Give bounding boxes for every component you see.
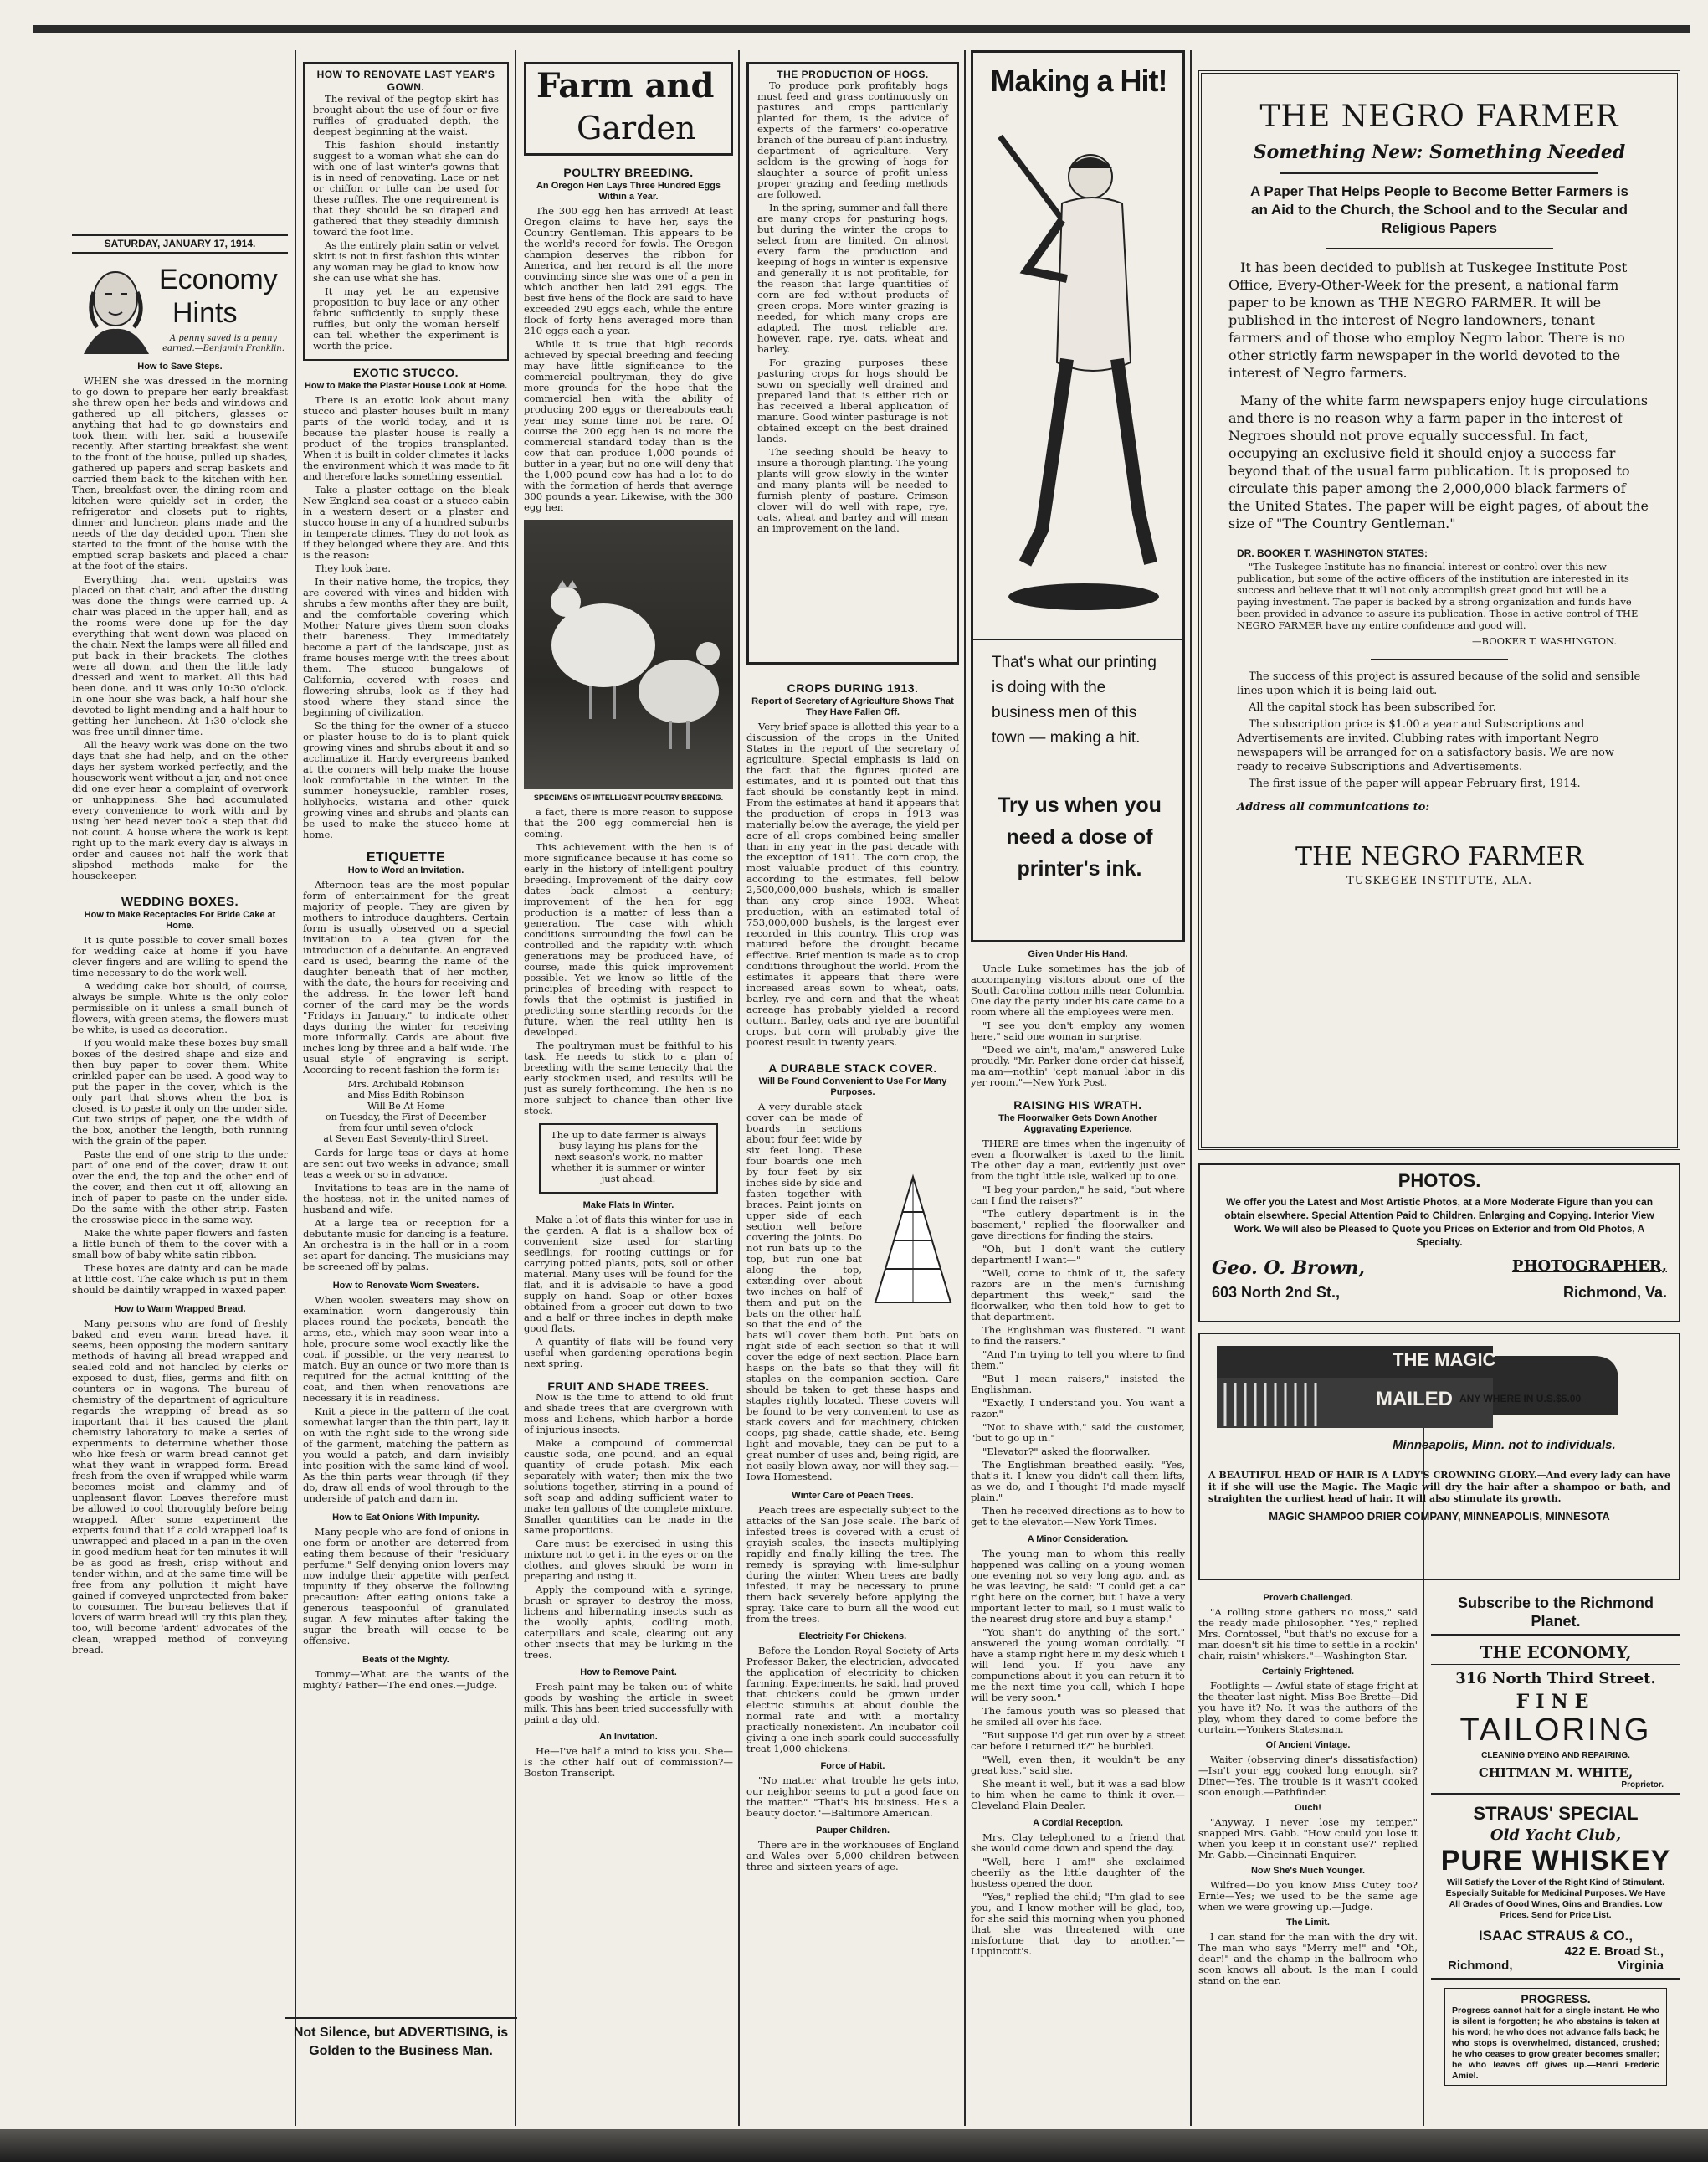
save-steps-para: Everything that went upstairs was placed on that chair, and after the dusting was done the things were carried up. A chair was placed in the upper hall, and as the rooms were done up for the day everything that went down was placed on the chair. Next the lamps were all filled and put back in their brackets. The clothes were all down, and then the little lady dressed and went to market. All this had been done, and it was only 10:30 o'clock. In one hour she was back, a half hour she devoted to light mending and a half hour to getting her luncheon. At 1:30 o'clock she was free until dinner time.: [72, 573, 288, 737]
straus-city: Richmond,: [1448, 1959, 1513, 1973]
column-rule: [738, 50, 740, 2126]
hogs-para: In the spring, summer and fall there are many crops for pasturing hogs, but during the winter the crops to select from are limited. On almost every farm the production and keeping of hogs in winter is expensive and generally it is not profitable, for the reason that large quantities of corn are fed without products of green crops. More winter grazing is needed, for which many crops are adapted. The most reliable are, however, rape, rye, oats, wheat and barley.: [757, 202, 948, 355]
column-2: [303, 62, 509, 2126]
sweaters-para: Knit a piece in the pattern of the coat somewhat larger than the thin part, lay it on with the right side to the wrong side of the garment, matching the pattern as you would a patch, and darn invisibly into position with the same kind of wool. As the thin parts wear through (if they do, draw all ends of wool through to the underside of patch and darn in.: [303, 1405, 509, 1504]
wrath-para: The Englishman breathed easily. "Yes, that's it. I knew you didn't call them lifts, as we do, and I thought I'd made myself plain.": [971, 1459, 1185, 1503]
stucco-para: There is an exotic look about many stucco and plaster houses built in many parts of the world today, and it is because the plaster house is really a product of the tropics transplanted. When it is built in colder climates it lacks the environment which it was made to fit and therefore lacks something essential.: [303, 394, 509, 482]
wrath-para: "And I'm trying to tell you where to find them.": [971, 1348, 1185, 1371]
straus-description: Will Satisfy the Lover of the Right Kind of Stimulant. Especially Suitable for Medicinal Purposes. We Have All Grades of Good Wines, Gins and Brandies. Low Prices. Send for Price List.: [1445, 1877, 1666, 1920]
stucco-para: In their native home, the tropics, they are covered with vines and hidden with shrubs a few months after they are built, and the comfortable covering which Mother Nature gives them soon cloaks their bareness. They immediately become a part of the landscape, just as frame houses merge with the trees about them. The stucco bungalows of California, covered with roses and flowering shrubs, look as if they had stood where they stand since the beginning of civilization.: [303, 576, 509, 718]
flats-para: Make a lot of flats this winter for use in the garden. A flat is a shallow box of convenient size used for starting seedlings, for rooting cuttings or for carrying potted plants, pots, soil or other material. Many uses will be found for the flat, and it is advisable to have a good supply on hand. Soap or other boxes obtained from a grocer cut down to two and a half or three inches in depth make good flats.: [524, 1214, 733, 1334]
wedding-para: Make the white paper flowers and fasten a little bunch of them to the cover with a small bow of baby white satin ribbon.: [72, 1227, 288, 1261]
etiquette-sub: How to Word an Invitation.: [347, 865, 464, 876]
baseball-player-icon: [975, 111, 1184, 630]
stack-title: A DURABLE STACK COVER.: [768, 1061, 937, 1075]
negro-farmer-lead: A Paper That Helps People to Become Better Farmers is an Aid to the Church, the School and to the Secular and Religious Papers: [1250, 183, 1628, 236]
cordial-para: "Well, here I am!" she exclaimed cheerily as the little daughter of the hostess opened the door.: [971, 1856, 1185, 1889]
column-3: [524, 62, 733, 2126]
save-steps-para: WHEN she was dressed in the morning to go down to prepare her early breakfast she threw open her beds and windows and gathered up all pitchers, glasses or anything that had to go downstairs and took them with her, said a housewife recently. After starting breakfast she went to the front of the house, pulled up shades, gathered up papers and scrap baskets and carried them back to the kitchen with her. Then, breakfast over, the dining room and kitchen were quickly set in order, the refrigerator and closets put to rights, dinner and luncheon plans made and the needs of the day decided upon. Then she started to the front of the house with the emptied scrap baskets and placed a chair at the foot of the stairs.: [72, 375, 288, 572]
hit-headline: Making a Hit!: [990, 64, 1167, 98]
economy-ad-tailoring: TAILORING: [1459, 1713, 1652, 1748]
economy-ad-address: 316 North Third Street.: [1455, 1670, 1656, 1687]
straus-whiskey: PURE WHISKEY: [1440, 1845, 1671, 1877]
straus-address: 422 E. Broad St.,: [1564, 1944, 1664, 1959]
column-rule: [1190, 50, 1192, 2126]
etiquette-para: Invitations to teas are in the name of the hostess, not in the united names of husband and wife.: [303, 1182, 509, 1215]
wedding-para: It is quite possible to cover small boxes for wedding cake at home if you have clever fingers and are willing to spend the time necessary to do the work well.: [72, 934, 288, 978]
given-title: Given Under His Hand.: [1028, 949, 1128, 959]
wrath-para: "But I mean raisers," insisted the Englishman.: [971, 1373, 1185, 1395]
economy-title: Economy: [159, 264, 278, 295]
gown-box: [303, 62, 509, 361]
booker-signature: —BOOKER T. WASHINGTON.: [1472, 635, 1617, 647]
issue-date: SATURDAY, JANUARY 17, 1914.: [72, 234, 288, 254]
frightened-text: Footlights — Awful state of stage fright at the theater last night. Miss Boe Brette—Did you have it? No. It was the authors of the play, whom they dared to come before the curtain.—Yonkers Statesman.: [1198, 1680, 1418, 1735]
straus-yacht: Old Yacht Club,: [1490, 1826, 1622, 1844]
wedding-para: These boxes are dainty and can be made at little cost. The cake which is put in them should be daintily wrapped in waxed paper.: [72, 1262, 288, 1296]
economy-ad-prop: Proprietor.: [1431, 1780, 1680, 1795]
economy-ad-cleaning: CLEANING DYEING AND REPAIRING.: [1481, 1751, 1630, 1760]
stucco-title: EXOTIC STUCCO.: [352, 366, 459, 379]
negro-farmer-p6: The first issue of the paper will appear February first, 1914.: [1249, 778, 1581, 790]
stack-cover-diagram: [867, 1160, 959, 1319]
negro-farmer-rule: [1280, 172, 1599, 174]
etiquette-para: Afternoon teas are the most popular form of entertainment for the great majority of people. They are given by mothers to introduce daughters. Certain form is usually observed on a special invitation to a tea given for the introduction of a debutante. An engraved card is used, bearing the name of the daughter beneath that of her mother, with the date, the hours for receiving and the address. In the lower left hand corner of the card may be the words "Fridays in January," to indicate other days during the winter for receiving more informally. Cards are about five inches long by three and a half wide. The usual style of engraving is script. According to recent fashion the form is:: [303, 879, 509, 1076]
crops-title: CROPS DURING 1913.: [787, 681, 919, 695]
mailed-text: ANY WHERE IN U.S.$5.00: [1459, 1393, 1582, 1405]
column-rule: [515, 50, 516, 2126]
card-line: Will Be At Home: [367, 1101, 445, 1112]
poultry-caption: SPECIMENS OF INTELLIGENT POULTRY BREEDING.: [533, 793, 724, 802]
stucco-para: So the thing for the owner of a stucco or plaster house to do is to plant quick growing vines and shrubs about it and so acclimatize it. Hardy evergreens banked at the corners will help make the house look comfortable in the winter. In the summer honeysuckle, rambler roses, hollyhocks, wistaria and other quick growing vines and shrubs and plants can be used to make the stucco home at home.: [303, 720, 509, 840]
poultry-para: The 300 egg hen has arrived! At least Oregon claims to have her, says the Country Gentleman. This appears to be the world's record for fowls. The Oregon champion deserves the ribbon for America, and her record is all the more convincing since she was one of a pen in which another hen laid 291 eggs. The best five hens of the flock are said to have exceeded 290 eggs each, while the entire flock of forty hens averaged more than 210 eggs each a year.: [524, 205, 733, 336]
card-line: and Miss Edith Robinson: [347, 1090, 464, 1101]
save-steps-title: How to Save Steps.: [137, 362, 223, 372]
minor-para: "But suppose I'd get run over by a street car before I returned it?" he burbled.: [971, 1729, 1185, 1752]
photos-ad: [1198, 1163, 1680, 1322]
progress-title: PROGRESS.: [1521, 1992, 1591, 2005]
wedding-para: A wedding cake box should, of course, always be simple. White is the only color permissible on it unless a small bunch of flowers, with green stems, the flowers must be white, is used as decoration.: [72, 980, 288, 1035]
farm-garden-header: [524, 62, 733, 156]
magic-company: MAGIC SHAMPOO DRIER COMPANY, MINNEAPOLIS, MINNESOTA: [1269, 1510, 1610, 1523]
economy-hints-header: [72, 260, 288, 359]
progress-box: [1444, 1988, 1667, 2086]
mailed-label: MAILED: [1376, 1388, 1453, 1410]
electricity-text: Before the London Royal Society of Arts Professor Baker, the electrician, advocated the application of electricity to chicken farming. Experiments, he said, had proved that chickens could be grown under electric stimulus at about double the normal rate and with a mortality practically nonexistent. An incubator coil giving a one inch spark could successfully treat 1,000 chickens.: [746, 1645, 959, 1754]
updated-text: The up to date farmer is always busy laying his plans for the next season's work, no matter whether it is summer or winter just ahead.: [550, 1129, 707, 1184]
save-steps-para: All the heavy work was done on the two days that she had help, and on the other days her system worked perfectly, and the housework went without a jar, and not once did one ever hear a complaint of overwork or unhappiness. She had accumulated every convenience to work with and by using her head never took a step that did not count. A house where the work is kept right up to the mark every day is always in order and causes not half the work that slipshod methods make for the housekeeper.: [72, 739, 288, 881]
beats-title: Beats of the Mighty.: [362, 1655, 449, 1665]
given-para: "I see you don't employ any women here," said one woman in surprise.: [971, 1019, 1185, 1042]
vintage-title: Of Ancient Vintage.: [1265, 1740, 1351, 1750]
fruit-para: Care must be exercised in using this mixture not to get it in the eyes or on the clothes, and gloves should be worn in preparing and using it.: [524, 1538, 733, 1582]
stucco-para: Take a plaster cottage on the bleak New England sea coast or a stucco cabin in a western desert or a plaster and stucco house in any of a hundred suburbs in temperate climes. They do not look as if they belonged where they are. And this is the reason:: [303, 484, 509, 561]
given-para: "Deed we ain't, ma'am," answered Luke proudly. "Mr. Parker done order dat hisself, ma'am—nothin' 'cept manual labor in dis yer room."—New York Post.: [971, 1044, 1185, 1088]
crops-para: Very brief space is allotted this year to a discussion of the crops in the United States in the report of the secretary of agriculture. Special emphasis is laid on the fact that the figures quoted are estimates, and it is pointed out that this fact should be constantly kept in mind. From the estimates at hand it appears that the production of crops in 1913 was materially below the average, the yield per acre of all crops combined being smaller than in any year in the past decade with the exception of 1911. The corn crop, the most valuable product of this country, according to the estimates, fell below 2,500,000,000 bushels, which is smaller than any crop since 1903. Wheat production, with an estimated total of 753,000,000 bushels, is the largest ever recorded in this country. This crop was matured before the drought became effective. Brief mention is made as to crop conditions throughout the world. From the estimates it appears that there were increased areas sown to wheat, oats, barley, rye and corn and that the wheat acreage has probably yielded a record outturn. Barley, oats and rye are bountiful crops, but corn will probably give the poorest result in twenty years.: [746, 721, 959, 1048]
hunger-text: Wilfred—Do you know Miss Cutey too? Ernie—Yes; we used to be the same age when we were growing up.—Judge.: [1198, 1879, 1418, 1913]
flats-para: A quantity of flats will be found very useful when gardening operations begin next spring.: [524, 1336, 733, 1369]
etiquette-para: Cards for large teas or days at home are sent out two weeks in advance; small teas a week or so in advance.: [303, 1147, 509, 1180]
minor-para: "You shan't do anything of the sort," answered the young woman cordially. "I have a stamp right here in my desk which I will lend you. If you have any compunctions about it you can return it to me the next time you call, which I hope will be very soon.": [971, 1626, 1185, 1703]
column-rule: [295, 50, 296, 2126]
etiquette-para: At a large tea or reception for a debutante music for dancing is a feature. An orchestra is in the hall or in a room set apart for dancing. The musicians may be screened off by palms.: [303, 1217, 509, 1272]
paint-text: Fresh paint may be taken out of white goods by washing the article in sweet milk. This has been tried successfully with paint a day old.: [524, 1681, 733, 1725]
habit-title: Force of Habit.: [820, 1761, 885, 1771]
poultry-para: a fact, there is more reason to suppose that the 200 egg commercial hen is coming.: [524, 806, 733, 840]
wedding-para: Paste the end of one strip to the under part of one end of the cover; draw it out over the end, the top and the other end of the cover, and then cut it off, allowing an inch of paper to paste on the under side. Do the same with the other strip. Fasten the crosswise piece in the same way.: [72, 1148, 288, 1225]
magic-comb-image: [1208, 1339, 1670, 1465]
stack-para: A very durable stack cover can be made of boards in sections about four feet wide by six feet long. These four boards one inch by four feet by six inches side by side and fasten together with braces. Paint joints on upper side of each section well before covering the joints. Do not run bats up to the top, but run one bat along the top, extending over about two inches on half of them and put on the bats on the other half, so that the end of the bats will cover them both. Put bats on right side of each section so that it will cover the edge of next section. Place barn hasps on the bats so that they will fit staples on the companion section. Care should be taken to get these hasps and staples rightly located. These covers will be found to be very convenient to use as stack covers and for machinery, chicken coops, pig shade, cattle shade, etc. Being light and movable, they can be put to a great number of uses and, being rigid, are not easily blown away, nor will they sag.—Iowa Homestead.: [746, 1101, 959, 1482]
sweaters-para: When woolen sweaters may show on examination worn dangerously thin places round the pockets, beneath the arms, etc., which may soon wear into a hole, procure some wool exactly like the coat, if possible, or the very nearest to match. Buy an ounce or two more than is required for the actual knitting of the coat, and then when renovations are necessary it is in readiness.: [303, 1294, 509, 1404]
fruit-para: Now is the time to attend to old fruit and shade trees that are overgrown with moss and lichens, which harbor a horde of injurious insects.: [524, 1391, 733, 1435]
habit-text: "No matter what trouble he gets into, our neighbor seems to put a good face on the matter." "That's his business. He's a beauty doctor."—Baltimore American.: [746, 1774, 959, 1819]
crops-sub: Report of Secretary of Agriculture Shows That They Have Fallen Off.: [751, 696, 954, 717]
hit-text-1: That's what our printing is doing with the business men of this town — making a hit.: [992, 654, 1157, 747]
wedding-sub: How to Make Receptacles For Bride Cake at Home.: [84, 910, 276, 931]
gown-para: The revival of the pegtop skirt has brought about the use of four or five ruffles of graduated depth, the deepest beginning at the waist.: [313, 93, 499, 137]
negro-farmer-ad: [1198, 70, 1680, 1150]
peach-text: Peach trees are especially subject to the attacks of the San Jose scale. The bark of infested trees is covered with a crust of grayish scales, the insects multiplying rapidly and finally killing the tree. The remedy is spraying with lime-sulphur during the winter. When trees are badly infested, it may be necessary to prune them back severely before applying the spray. Take care to burn all the wood cut from the trees.: [746, 1504, 959, 1625]
straus-state: Virginia: [1618, 1959, 1664, 1973]
minor-para: The young man to whom this really happened was calling on a young woman one evening not so very long ago, and, as he was leaving, he said: "I could get a car right here on the corner, but I have a very important letter to mail, so I must walk to the nearest drug store and buy a stamp.": [971, 1548, 1185, 1625]
card-line: Mrs. Archibald Robinson: [347, 1079, 464, 1090]
paint-title: How to Remove Paint.: [580, 1667, 677, 1677]
progress-text: Progress cannot halt for a single instant. He who is silent is forgotten; he who abstains is taken at his word; he who does not advance falls back; he who stops is overwhelmed, distanced, crushed; he who ceases to grow greater becomes smaller; he who leaves off gives up.—Henri Frederic Amiel.: [1452, 2005, 1659, 2081]
frightened-title: Certainly Frightened.: [1261, 1666, 1355, 1677]
wrath-para: "Elevator?" asked the floorwalker.: [982, 1446, 1151, 1457]
cordial-para: Mrs. Clay telephoned to a friend that she would come down and spend the day.: [971, 1831, 1185, 1854]
ouch-text: "Anyway, I never lose my temper," snapped Mrs. Gabb. "How could you lose it when you keep it in constant use?" replied Mr. Gabb.—Cincinnati Enquirer.: [1198, 1816, 1418, 1861]
economy-ad-owner: CHITMAN M. WHITE,: [1478, 1765, 1634, 1780]
franklin-motto: A penny saved is a penny earned.—Benjamin Franklin.: [162, 334, 285, 353]
wrath-para: "Well, come to think of it, the safety razors are in the men's furnishing department this week," said the floorwalker, who then told how to get to that department.: [971, 1267, 1185, 1322]
proverb-title: Proverb Challenged.: [1263, 1593, 1353, 1603]
top-rule: [33, 25, 1690, 33]
sweaters-title: How to Renovate Worn Sweaters.: [332, 1281, 480, 1291]
hogs-para: To produce pork profitably hogs must feed and grass continuously on pastures and crops particularly planted for them, is the advice of experts of the farmers' co-operative branch of the bureau of plant industry, department of agriculture. Very seldom is the growing of hogs for slaughter a source of profit unless proper grazing and feeding methods are followed.: [757, 80, 948, 200]
minor-para: The famous youth was so pleased that he smiled all over his face.: [971, 1705, 1185, 1728]
wrath-para: "I beg your pardon," he said, "but where can I find the raisers?": [971, 1184, 1185, 1206]
negro-farmer-p3: The success of this project is assured because of the solid and sensible lines upon which it is being laid out.: [1237, 670, 1641, 697]
onions-para: Many people who are fond of onions in one form or another are deterred from eating them because of their "residuary perfume." Self denying onion lovers may now indulge their appetite with perfect impunity if they observe the following precaution: After eating onions take a generous teaspoonful of granulated sugar. A few minutes after taking the sugar the breath will cease to be offensive.: [303, 1526, 509, 1646]
wedding-para: If you would make these boxes buy small boxes of the desired shape and size and then buy paper to cover them. White crinkled paper can be used. A good way to put the paper in the cover, which is the only part that shows when the box is closed, is to paste it only on the under side. Cut two strips of paper, one the width of the box, another the length, both running with the grain of the paper.: [72, 1037, 288, 1147]
negro-farmer-p4: All the capital stock has been subscribed for.: [1249, 701, 1496, 714]
stack-cover-icon: [867, 1160, 959, 1319]
hens-photo-icon: [524, 520, 733, 789]
stack-sub: Will Be Found Convenient to Use For Many Purposes.: [758, 1076, 947, 1097]
photographer-name: Geo. O. Brown,: [1212, 1257, 1366, 1279]
wrath-para: "The cutlery department is in the basement," replied the floorwalker and gave directions for finding the stairs.: [971, 1208, 1185, 1241]
negro-farmer-tagline: Something New: Something Needed: [1253, 141, 1626, 163]
wrapped-title: How to Warm Wrapped Bread.: [114, 1304, 246, 1314]
gown-title: HOW TO RENOVATE LAST YEAR'S GOWN.: [316, 69, 495, 93]
minor-para: "Well, even then, it wouldn't be any great loss," said she.: [971, 1754, 1185, 1776]
wrath-para: "Oh, but I don't want the cutlery department! I want—": [971, 1243, 1185, 1266]
garden-title: Garden: [577, 110, 696, 146]
cordial-para: "Yes," replied the child; "I'm glad to see you, and I know mother will be glad, too, for she said this morning when you phoned that she was threatened with one misfortune that day to another."—Lippincott's.: [971, 1891, 1185, 1957]
wrath-sub: The Floorwalker Gets Down Another Aggravating Experience.: [998, 1113, 1157, 1134]
magic-agents: Minneapolis, Minn. not to individuals.: [1393, 1438, 1616, 1452]
negro-farmer-footer-name: THE NEGRO FARMER: [1295, 842, 1584, 871]
negro-farmer-address-label: Address all communications to:: [1237, 801, 1430, 814]
farm-title: Farm and: [536, 66, 715, 105]
hunger-title: Now She's Much Younger.: [1250, 1866, 1366, 1876]
stucco-para: They look bare.: [315, 562, 392, 574]
proverb-text: "A rolling stone gathers no moss," said the ready made philosopher. "Yes," replied Mrs. Corntossel, "but that's no excuse for a man doesn't sit his time to settle in a rockin' chair, raisin' whiskers."—Washington Star.: [1198, 1606, 1418, 1661]
poultry-para: This achievement with the hen is of more significance because it has come so early in the history of intelligent poultry breeding. Improvement of the dairy cow dates back almost a century; improvement of the hen for egg production is a matter of less than a generation. The case with which conditions surrounding the fowl can be controlled and the rapidity with which generations may be produced have, of course, made this quick improvement possible. Yet we know so little of the principles of breeding with respect to fowls that the optimist is justified in predicting some startling records for the future, when the real utility hen is developed.: [524, 841, 733, 1038]
hit-text-2: Try us when you need a dose of printer's ink.: [998, 793, 1162, 881]
straus-firm: ISAAC STRAUS & CO.,: [1478, 1928, 1634, 1944]
economy-ad-name: THE ECONOMY,: [1431, 1642, 1680, 1666]
hit-divider: [973, 639, 1182, 640]
invitation-card: [303, 1079, 509, 1144]
card-line: from four until seven o'clock: [339, 1122, 473, 1133]
column-6-lower: [1198, 1590, 1418, 2126]
negro-farmer-p5: The subscription price is $1.00 a year and Subscriptions and Advertisements are invited. Clubbing rates with important Negro newspapers will be arranged for on a satisfactory basis. We are now ready to receive Subscriptions and Advertisements.: [1237, 718, 1614, 773]
magic-comb-ad: [1198, 1333, 1680, 1580]
photos-text: We offer you the Latest and Most Artistic Photos, at a More Moderate Figure than you can obtain elsewhere. Special Attention Paid to Children. Enlarging and Copying. Interior View Work. We will also be Pleased to Quote you Prices on Exterior and from Old Photos, A Specialty.: [1224, 1196, 1654, 1248]
minor-para: She meant it well, but it was a sad blow to him when he came to think it over.—Cleveland Plain Dealer.: [971, 1778, 1185, 1811]
not-silence-line: Golden to the Business Man.: [309, 2044, 493, 2058]
limit-title: The Limit.: [1286, 1918, 1330, 1928]
wrath-para: The Englishman was flustered. "I want to find the raisers.": [971, 1324, 1185, 1347]
hogs-title: THE PRODUCTION OF HOGS.: [777, 69, 929, 80]
franklin-portrait-icon: [72, 262, 156, 354]
column-1: [72, 50, 288, 2126]
photographer-city: Richmond, Va.: [1562, 1284, 1667, 1301]
hogs-para: The seeding should be heavy to insure a thorough planting. The young plants will grow slowly in the winter and many plants will be needed to furnish plenty of pasture. Crimson clover will do well with rape, rye, oats, wheat and barley and will mean an improvement on the land.: [757, 446, 948, 534]
stucco-sub: How to Make the Plaster House Look at Home.: [304, 381, 508, 391]
electricity-title: Electricity For Chickens.: [798, 1631, 907, 1641]
beats-text: Tommy—What are the wants of the mighty? Father—The end ones.—Judge.: [303, 1668, 509, 1691]
straus-city-row: [1431, 1959, 1680, 1980]
hogs-box: [746, 62, 959, 665]
straus-special: STRAUS' SPECIAL: [1473, 1803, 1639, 1824]
peach-title: Winter Care of Peach Trees.: [792, 1491, 914, 1501]
minor-title: A Minor Consideration.: [1027, 1534, 1129, 1544]
poultry-para: While it is true that high records achieved by special breeding and feeding may have little significance to the commercial poultryman, they do give more grounds for the hope that the commercial hen with the ability of producing 200 eggs or thereabouts each year may some time not be rare. Of course the 200 egg hen is no more the commercial standard today than is the cow that can produce 1,000 pounds of butter in a year, but no one will deny that the 1,000 pound cow has had a lot to do with the formation of herds that average 300 pounds a year. Likewise, with the 300 egg hen: [524, 338, 733, 513]
onions-title: How to Eat Onions With Impunity.: [332, 1512, 480, 1523]
fruit-title: FRUIT AND SHADE TREES.: [547, 1379, 710, 1393]
card-line: on Tuesday, the First of December: [325, 1112, 487, 1122]
photos-signature: [1212, 1257, 1667, 1279]
wrath-para: "Not to shave with," said the customer, "but to go up in.": [971, 1421, 1185, 1444]
photos-address-row: [1212, 1284, 1667, 1302]
photographer-role: PHOTOGRAPHER,: [1511, 1257, 1667, 1275]
gown-para: It may yet be an expensive proposition to buy lace or any other fabric sufficiently to supply these ruffles, but only the woman herself can tell whether the experiment is worth the price.: [313, 285, 499, 352]
magic-body: A BEAUTIFUL HEAD OF HAIR IS A LADY'S CROWNING GLORY.—And every lady can have it if she will use the Magic. The Magic will dry the hair after a shampoo or bath, and straighten the curliest head of hair. It will also stimulate its growth.: [1208, 1470, 1670, 1504]
booker-heading: DR. BOOKER T. WASHINGTON STATES:: [1237, 547, 1428, 559]
wrath-para: "Exactly, I understand you. You want a razor.": [971, 1397, 1185, 1420]
negro-farmer-p1: It has been decided to publish at Tuskegee Institute Post Office, Every-Other-Week for the present, a national farm paper to be known as THE NEGRO FARMER. It will be published in the interest of Negro landowners, tenant farmers and of those who employ Negro labor. There is no other strictly farm newspaper in the world devoted to the interest of Negro farmers.: [1228, 259, 1628, 381]
ouch-title: Ouch!: [1295, 1803, 1321, 1813]
pauper-title: Pauper Children.: [815, 1826, 890, 1836]
not-silence-line: Not Silence, but ADVERTISING, is: [293, 2026, 509, 2040]
magic-comb-label: THE MAGIC: [1393, 1349, 1496, 1370]
column-7-lower: [1431, 1590, 1680, 2126]
bottom-edge: [0, 2129, 1708, 2162]
photos-title: PHOTOS.: [1398, 1170, 1481, 1191]
wedding-title: WEDDING BOXES.: [121, 895, 239, 909]
poultry-sub: An Oregon Hen Lays Three Hundred Eggs Within a Year.: [536, 181, 721, 202]
hogs-para: For grazing purposes these pasturing crops for hogs should be sown on specially well drained and prepared land that is either rich or has received a liberal application of manure. Good winter pasturage is not obtained except on the best drained lands.: [757, 357, 948, 444]
pauper-text: There are in the workhouses of England and Wales over 5,000 children between three and sixteen years of age.: [746, 1839, 959, 1872]
etiquette-title: ETIQUETTE: [366, 850, 446, 865]
invitation-title: An Invitation.: [599, 1732, 658, 1742]
negro-farmer-title: THE NEGRO FARMER: [1259, 100, 1619, 134]
negro-farmer-p2: Many of the white farm newspapers enjoy huge circulations and there is no reason why a farm paper in the interest of Negroes should not prove equally successful. In fact, occupying an exclusive field it should enjoy a success far beyond that of the usual farm publication. It is proposed to circulate this paper among the 2,000,000 black farmers of the United States. The paper will be eight pages, of about the size of "The Country Gentleman.": [1228, 393, 1649, 532]
column-4: [746, 62, 959, 2126]
vintage-text: Waiter (observing diner's dissatisfaction)—Isn't your egg cooked long enough, sir? Diner—Yes. The trouble is it wasn't cooked soon enough.—Pathfinder.: [1198, 1754, 1418, 1798]
cordial-title: A Cordial Reception.: [1033, 1818, 1123, 1828]
poultry-photo: [524, 520, 733, 789]
photographer-address: 603 North 2nd St.,: [1212, 1284, 1341, 1301]
card-line: at Seven East Seventy-third Street.: [323, 1133, 489, 1144]
flats-title: Make Flats In Winter.: [582, 1200, 674, 1210]
given-para: Uncle Luke sometimes has the job of accompanying visitors about one of the South Carolina cotton mills near Columbia. One day the party under his care came to a room where all the employees were men.: [971, 963, 1185, 1018]
column-rule: [964, 50, 966, 2126]
not-silence-banner: [285, 2017, 517, 2071]
updated-farmer-box: [539, 1123, 718, 1194]
negro-farmer-rule: [1326, 248, 1553, 249]
making-a-hit-ad: [971, 50, 1185, 942]
wrath-para: THERE are times when the ingenuity of even a floorwalker is taxed to the limit. The other day a man, evidently just over from the tight little isle, walked up to one.: [971, 1137, 1185, 1182]
negro-farmer-rule: [1371, 659, 1507, 660]
poultry-para: The poultryman must be faithful to his task. He needs to stick to a plan of breeding with the same tenacity that the early stockmen used, and results will be just as surely forthcoming. The hen is no more subject to chance than other live stock.: [524, 1040, 733, 1117]
wrath-para: Then he received directions as to how to get to the elevator.—New York Times.: [971, 1505, 1185, 1528]
fruit-para: Make a compound of commercial caustic soda, one pound, and an equal quantity of crude potash. Mix each separately with water; then mix the two solutions together, stirring in a pound of soft soap and adding sufficient water to make ten gallons of the complete mixture. Smaller quantities can be made in the same proportions.: [524, 1437, 733, 1536]
planet-ad: Subscribe to the Richmond Planet.: [1431, 1590, 1680, 1636]
poultry-title: POULTRY BREEDING.: [563, 166, 694, 179]
booker-quote: "The Tuskegee Institute has no financial interest or control over this new publication, but some of the active officers of the institution are interested in its success and believe that it will not only accomplish great good but will be a paying investment. The paper is backed by a strong organization and funds have been provided in advance to assure its publication. Those in active control of THE NEGRO FARMER have my entire confidence and good will.: [1237, 561, 1639, 631]
gown-para: This fashion should instantly suggest to a woman what she can do with one of last winter's gowns that is in need of renovating. Lace or net or chiffon or tulle can be used for these ruffles. The one requirement is that they should be so draped and gathered that they steadily diminish toward the foot line.: [313, 139, 499, 238]
wrapped-para: Many persons who are fond of freshly baked and even warm bread have, it seems, been opposing the modern sanitary methods of having all bread wrapped and sealed cold and not handled by clerks or exposed to dust, flies, germs and filth on counters or in wagons. The bureau of chemistry of the department of agriculture regards the wrapping of bread as so important that it has caused the plant chemistry laboratory to make a series of experiments to determine whether those who like fresh or warm bread cannot get what they want in wrapped form. Bread fresh from the oven if wrapped while warm becomes moist and clammy and of unpleasant flavor. Loaves therefore must be allowed to cool thoroughly before being wrapped. After some experiment the experts found that if a cold wrapped loaf is unwrapped and placed in a pan in the oven in good medium heat for ten minutes it will be as good as fresh, crisp without and tender within, and at the same time will be free from any pollution it might have gained if conveyed unprotected from baker to consumer. The bureau believes that if lovers of warm bread will try this plan they, too, will become 'ardent' advocates of the clean, wrapped method of conveying bread.: [72, 1317, 288, 1656]
limit-text: I can stand for the man with the dry wit. The man who says "Merry me!" and "Oh, dear!" and the champ in the ballroom who soon knows all about. Is the man I could stand on the ear.: [1198, 1931, 1418, 1986]
gown-para: As the entirely plain satin or velvet skirt is not in first fashion this winter any woman may be glad to know how she can use what she has.: [313, 239, 499, 284]
negro-farmer-footer-address: TUSKEGEE INSTITUTE, ALA.: [1346, 875, 1533, 887]
wrath-title: RAISING HIS WRATH.: [1013, 1098, 1142, 1112]
fruit-para: Apply the compound with a syringe, brush or sprayer to destroy the moss, lichens and hibernating insects such as the woolly aphis, codling moth, caterpillars and scale, clearing out any other insects that may be lurking in the trees.: [524, 1584, 733, 1661]
invitation-text: He—I've half a mind to kiss you. She—Is the other half out of commission?—Boston Transcript.: [524, 1745, 733, 1779]
hints-title: Hints: [172, 297, 238, 329]
economy-ad-fine: FINE: [1516, 1691, 1596, 1713]
column-5: [971, 50, 1185, 2126]
